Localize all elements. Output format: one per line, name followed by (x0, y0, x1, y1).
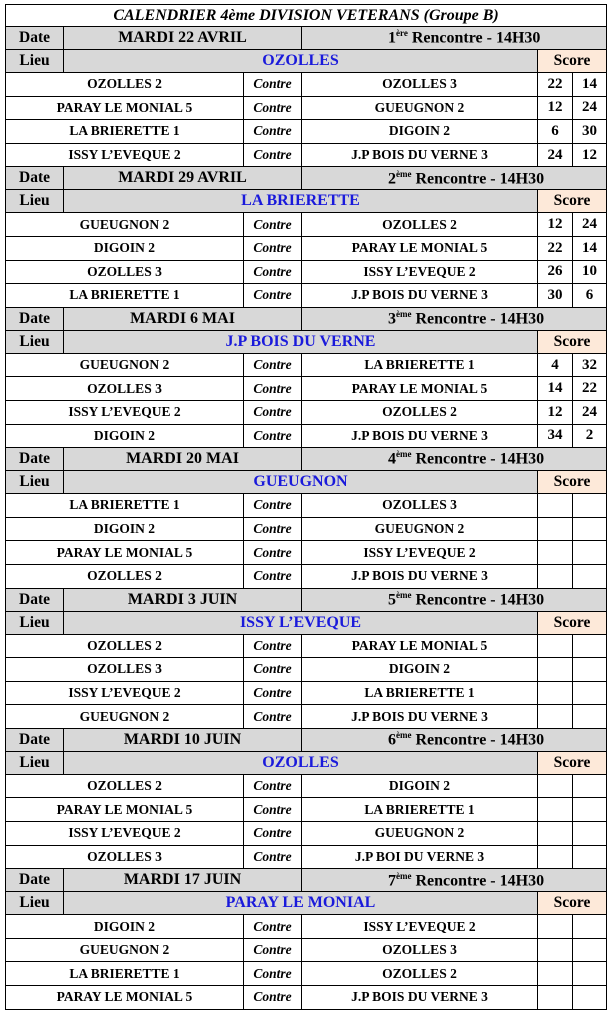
rencontre-text: Rencontre - 14H30 (411, 450, 545, 468)
rencontre-text: Rencontre - 14H30 (411, 591, 545, 609)
score-away: 2 (573, 424, 607, 448)
score-home (538, 564, 573, 588)
away-team: PARAY LE MONIAL 5 (302, 377, 538, 401)
score-home (538, 938, 573, 962)
lieu-row (6, 50, 607, 73)
date-row (6, 27, 607, 50)
date-row (6, 588, 607, 611)
home-team: LA BRIERETTE 1 (6, 494, 244, 518)
home-team: OZOLLES 2 (6, 774, 244, 798)
score-home: 34 (538, 424, 573, 448)
score-home (538, 986, 573, 1010)
away-team: OZOLLES 3 (302, 73, 538, 97)
lieu-label: Lieu (6, 50, 64, 73)
date-row (6, 869, 607, 892)
home-team: GUEUGNON 2 (6, 705, 244, 729)
away-team: OZOLLES 2 (302, 962, 538, 986)
home-team: ISSY L’EVEQUE 2 (6, 822, 244, 846)
contre-label: Contre (244, 96, 302, 120)
venue-name: LA BRIERETTE (64, 190, 538, 213)
contre-label: Contre (244, 986, 302, 1010)
score-away: 12 (573, 143, 607, 167)
match-row (6, 845, 607, 869)
score-away (573, 845, 607, 869)
contre-label: Contre (244, 798, 302, 822)
round-number-suffix: ème (396, 730, 412, 741)
score-home (538, 798, 573, 822)
score-home: 30 (538, 284, 573, 308)
contre-label: Contre (244, 236, 302, 260)
score-home: 14 (538, 377, 573, 401)
home-team: GUEUGNON 2 (6, 353, 244, 377)
lieu-label: Lieu (6, 611, 64, 634)
match-row (6, 658, 607, 682)
score-away (573, 986, 607, 1010)
score-home: 26 (538, 260, 573, 284)
home-team: OZOLLES 2 (6, 564, 244, 588)
score-away (573, 564, 607, 588)
away-team: PARAY LE MONIAL 5 (302, 634, 538, 658)
home-team: DIGOIN 2 (6, 236, 244, 260)
round-number-suffix: ème (396, 309, 412, 320)
score-home: 12 (538, 96, 573, 120)
date-label: Date (6, 167, 64, 190)
away-team: ISSY L’EVEQUE 2 (302, 915, 538, 939)
score-away (573, 705, 607, 729)
home-team: OZOLLES 2 (6, 634, 244, 658)
lieu-row (6, 471, 607, 494)
date-row (6, 448, 607, 471)
home-team: OZOLLES 3 (6, 377, 244, 401)
round-rencontre (302, 448, 607, 471)
lieu-label: Lieu (6, 892, 64, 915)
round-number-suffix: ème (396, 168, 412, 179)
score-home: 24 (538, 143, 573, 167)
score-away (573, 494, 607, 518)
lieu-label: Lieu (6, 190, 64, 213)
match-row (6, 353, 607, 377)
match-row (6, 213, 607, 237)
date-label: Date (6, 728, 64, 751)
contre-label: Contre (244, 962, 302, 986)
contre-label: Contre (244, 845, 302, 869)
match-row (6, 120, 607, 144)
score-home: 12 (538, 400, 573, 424)
venue-name: ISSY L’EVEQUE (64, 611, 538, 634)
away-team: GUEUGNON 2 (302, 822, 538, 846)
date-row (6, 167, 607, 190)
contre-label: Contre (244, 564, 302, 588)
away-team: PARAY LE MONIAL 5 (302, 236, 538, 260)
away-team: OZOLLES 2 (302, 213, 538, 237)
home-team: LA BRIERETTE 1 (6, 284, 244, 308)
round-date: MARDI 6 MAI (64, 307, 302, 330)
round-number: 2 (388, 170, 396, 188)
away-team: J.P BOIS DU VERNE 3 (302, 986, 538, 1010)
score-away: 32 (573, 353, 607, 377)
score-away (573, 962, 607, 986)
contre-label: Contre (244, 681, 302, 705)
score-away (573, 774, 607, 798)
lieu-row (6, 330, 607, 353)
contre-label: Contre (244, 353, 302, 377)
lieu-row (6, 190, 607, 213)
score-home (538, 705, 573, 729)
match-row (6, 705, 607, 729)
home-team: GUEUGNON 2 (6, 938, 244, 962)
venue-name: GUEUGNON (64, 471, 538, 494)
match-row (6, 634, 607, 658)
away-team: ISSY L’EVEQUE 2 (302, 260, 538, 284)
contre-label: Contre (244, 213, 302, 237)
score-away: 14 (573, 73, 607, 97)
score-away: 24 (573, 400, 607, 424)
rencontre-text: Rencontre - 14H30 (411, 871, 545, 889)
calendar-table (5, 4, 607, 1010)
round-date: MARDI 17 JUIN (64, 869, 302, 892)
contre-label: Contre (244, 658, 302, 682)
contre-label: Contre (244, 73, 302, 97)
away-team: J.P BOIS DU VERNE 3 (302, 564, 538, 588)
score-home (538, 634, 573, 658)
round-number: 1 (388, 29, 396, 47)
score-away: 22 (573, 377, 607, 401)
home-team: PARAY LE MONIAL 5 (6, 986, 244, 1010)
match-row (6, 541, 607, 565)
score-home: 4 (538, 353, 573, 377)
score-away: 24 (573, 96, 607, 120)
away-team: LA BRIERETTE 1 (302, 681, 538, 705)
date-label: Date (6, 307, 64, 330)
round-date: MARDI 10 JUIN (64, 728, 302, 751)
home-team: ISSY L’EVEQUE 2 (6, 681, 244, 705)
home-team: GUEUGNON 2 (6, 213, 244, 237)
match-row (6, 986, 607, 1010)
round-number-suffix: ème (396, 870, 412, 881)
away-team: DIGOIN 2 (302, 120, 538, 144)
calendar-sheet (5, 4, 606, 1010)
date-row (6, 728, 607, 751)
score-home (538, 915, 573, 939)
contre-label: Contre (244, 822, 302, 846)
away-team: OZOLLES 3 (302, 494, 538, 518)
match-row (6, 962, 607, 986)
rencontre-text: Rencontre - 14H30 (407, 29, 541, 47)
contre-label: Contre (244, 705, 302, 729)
score-away: 10 (573, 260, 607, 284)
score-home: 12 (538, 213, 573, 237)
score-away (573, 658, 607, 682)
home-team: OZOLLES 3 (6, 658, 244, 682)
match-row (6, 73, 607, 97)
score-away: 24 (573, 213, 607, 237)
away-team: J.P BOIS DU VERNE 3 (302, 143, 538, 167)
match-row (6, 377, 607, 401)
round-rencontre (302, 728, 607, 751)
venue-name: OZOLLES (64, 50, 538, 73)
date-label: Date (6, 588, 64, 611)
score-away: 14 (573, 236, 607, 260)
home-team: LA BRIERETTE 1 (6, 962, 244, 986)
contre-label: Contre (244, 120, 302, 144)
match-row (6, 517, 607, 541)
score-label: Score (538, 330, 607, 353)
calendar-title: CALENDRIER 4ème DIVISION VETERANS (Groupe B) (6, 5, 607, 27)
rencontre-text: Rencontre - 14H30 (411, 170, 545, 188)
score-home: 6 (538, 120, 573, 144)
round-rencontre (302, 588, 607, 611)
date-label: Date (6, 448, 64, 471)
lieu-row (6, 892, 607, 915)
away-team: LA BRIERETTE 1 (302, 798, 538, 822)
contre-label: Contre (244, 260, 302, 284)
round-number: 4 (388, 450, 396, 468)
match-row (6, 96, 607, 120)
match-row (6, 260, 607, 284)
match-row (6, 822, 607, 846)
score-home (538, 845, 573, 869)
round-rencontre (302, 869, 607, 892)
score-home (538, 517, 573, 541)
rencontre-text: Rencontre - 14H30 (411, 310, 545, 328)
score-home (538, 962, 573, 986)
contre-label: Contre (244, 517, 302, 541)
score-label: Score (538, 471, 607, 494)
score-away (573, 681, 607, 705)
away-team: OZOLLES 2 (302, 400, 538, 424)
away-team: DIGOIN 2 (302, 774, 538, 798)
score-home (538, 494, 573, 518)
home-team: DIGOIN 2 (6, 517, 244, 541)
match-row (6, 494, 607, 518)
lieu-label: Lieu (6, 471, 64, 494)
round-number-suffix: ère (396, 28, 408, 39)
score-away (573, 798, 607, 822)
score-away: 30 (573, 120, 607, 144)
home-team: OZOLLES 3 (6, 260, 244, 284)
score-label: Score (538, 190, 607, 213)
venue-name: OZOLLES (64, 751, 538, 774)
home-team: PARAY LE MONIAL 5 (6, 798, 244, 822)
round-number: 6 (388, 731, 396, 749)
score-home (538, 774, 573, 798)
home-team: PARAY LE MONIAL 5 (6, 96, 244, 120)
contre-label: Contre (244, 400, 302, 424)
home-team: DIGOIN 2 (6, 915, 244, 939)
match-row (6, 400, 607, 424)
home-team: DIGOIN 2 (6, 424, 244, 448)
match-row (6, 915, 607, 939)
rencontre-text: Rencontre - 14H30 (411, 731, 545, 749)
match-row (6, 798, 607, 822)
venue-name: J.P BOIS DU VERNE (64, 330, 538, 353)
date-row (6, 307, 607, 330)
away-team: J.P BOIS DU VERNE 3 (302, 284, 538, 308)
score-away (573, 541, 607, 565)
round-rencontre (302, 307, 607, 330)
away-team: LA BRIERETTE 1 (302, 353, 538, 377)
match-row (6, 284, 607, 308)
contre-label: Contre (244, 377, 302, 401)
contre-label: Contre (244, 915, 302, 939)
away-team: OZOLLES 3 (302, 938, 538, 962)
score-home: 22 (538, 73, 573, 97)
home-team: PARAY LE MONIAL 5 (6, 541, 244, 565)
contre-label: Contre (244, 143, 302, 167)
contre-label: Contre (244, 424, 302, 448)
away-team: J.P BOI DU VERNE 3 (302, 845, 538, 869)
score-home (538, 658, 573, 682)
score-away (573, 517, 607, 541)
contre-label: Contre (244, 494, 302, 518)
round-number: 7 (388, 871, 396, 889)
title-row (6, 5, 607, 27)
away-team: DIGOIN 2 (302, 658, 538, 682)
venue-name: PARAY LE MONIAL (64, 892, 538, 915)
score-away (573, 634, 607, 658)
home-team: OZOLLES 2 (6, 73, 244, 97)
score-home (538, 822, 573, 846)
score-away (573, 822, 607, 846)
match-row (6, 774, 607, 798)
away-team: J.P BOIS DU VERNE 3 (302, 705, 538, 729)
round-number: 5 (388, 591, 396, 609)
lieu-label: Lieu (6, 751, 64, 774)
contre-label: Contre (244, 634, 302, 658)
score-away (573, 915, 607, 939)
round-date: MARDI 3 JUIN (64, 588, 302, 611)
score-home: 22 (538, 236, 573, 260)
round-rencontre (302, 167, 607, 190)
score-label: Score (538, 892, 607, 915)
lieu-row (6, 751, 607, 774)
home-team: ISSY L’EVEQUE 2 (6, 143, 244, 167)
score-away: 6 (573, 284, 607, 308)
round-number: 3 (388, 310, 396, 328)
round-date: MARDI 29 AVRIL (64, 167, 302, 190)
round-rencontre (302, 27, 607, 50)
date-label: Date (6, 869, 64, 892)
contre-label: Contre (244, 774, 302, 798)
score-label: Score (538, 611, 607, 634)
lieu-row (6, 611, 607, 634)
home-team: LA BRIERETTE 1 (6, 120, 244, 144)
round-date: MARDI 22 AVRIL (64, 27, 302, 50)
score-away (573, 938, 607, 962)
score-home (538, 681, 573, 705)
date-label: Date (6, 27, 64, 50)
away-team: ISSY L’EVEQUE 2 (302, 541, 538, 565)
match-row (6, 938, 607, 962)
away-team: GUEUGNON 2 (302, 96, 538, 120)
match-row (6, 143, 607, 167)
round-number-suffix: ème (396, 449, 412, 460)
score-home (538, 541, 573, 565)
home-team: OZOLLES 3 (6, 845, 244, 869)
contre-label: Contre (244, 938, 302, 962)
away-team: GUEUGNON 2 (302, 517, 538, 541)
match-row (6, 236, 607, 260)
match-row (6, 564, 607, 588)
home-team: ISSY L’EVEQUE 2 (6, 400, 244, 424)
match-row (6, 424, 607, 448)
lieu-label: Lieu (6, 330, 64, 353)
match-row (6, 681, 607, 705)
contre-label: Contre (244, 541, 302, 565)
score-label: Score (538, 50, 607, 73)
contre-label: Contre (244, 284, 302, 308)
away-team: J.P BOIS DU VERNE 3 (302, 424, 538, 448)
round-date: MARDI 20 MAI (64, 448, 302, 471)
round-number-suffix: ème (396, 589, 412, 600)
score-label: Score (538, 751, 607, 774)
